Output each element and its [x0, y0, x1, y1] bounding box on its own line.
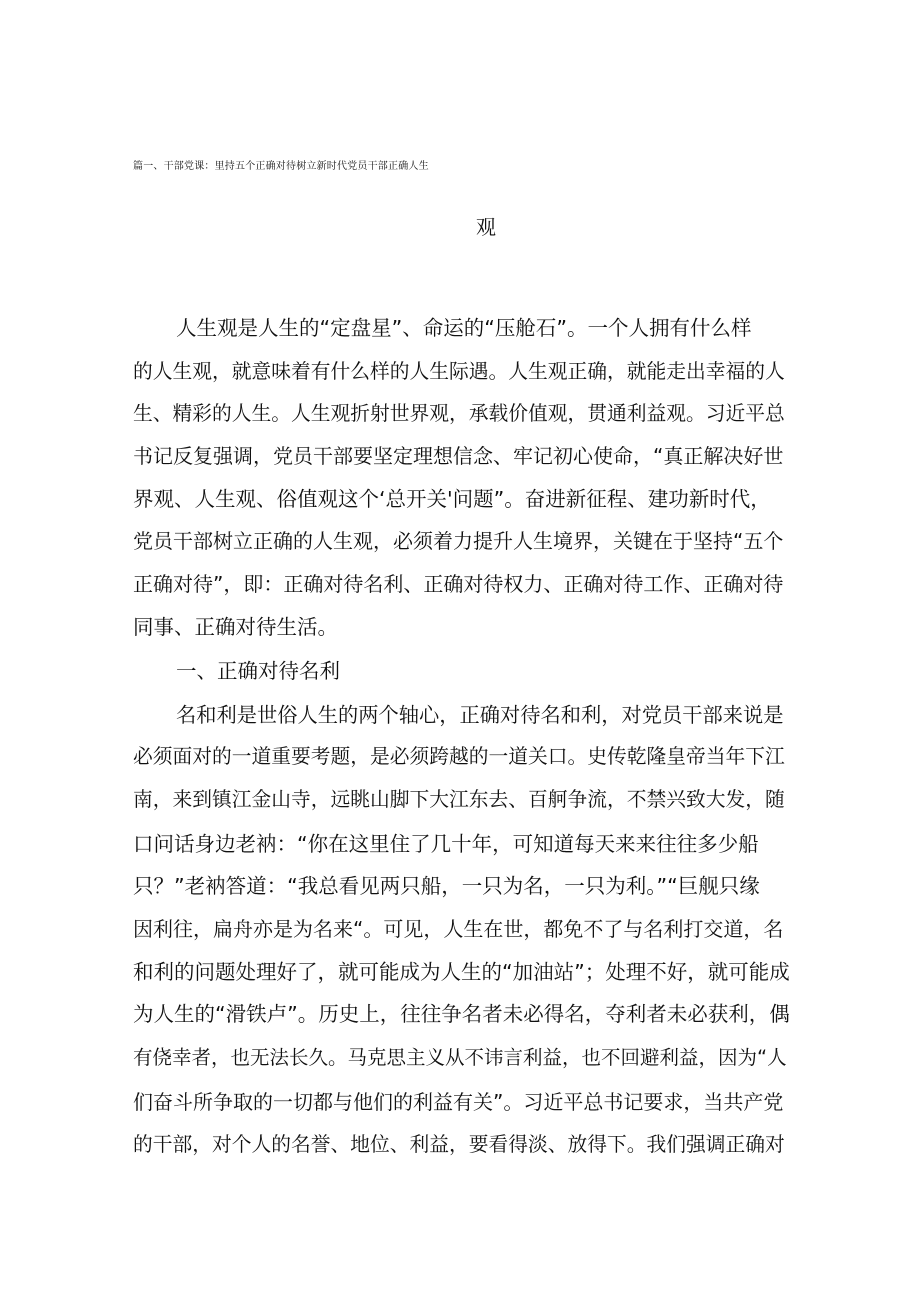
- paragraph-line: 和利的问题处理好了，就可能成为人生的“加油站”；处理不好，就可能成: [133, 960, 790, 984]
- paragraph-line: 的人生观，就意味着有什么样的人生际遇。人生观正确，就能走出幸福的人: [133, 360, 785, 383]
- paragraph-line: 为人生的“滑铁卢”。历史上，往往争名者未必得名，夺利者未必获利，偶: [133, 1002, 790, 1026]
- paragraph-line: 南，来到镇江金山寺，远眺山脚下大江东去、百舸争流，不禁兴致大发，随: [133, 788, 785, 811]
- paragraph-line: 党员干部树立正确的人生观，必须着力提升人生境界，关键在于坚持“五个: [133, 529, 784, 553]
- document-title-line-1: 篇一、干部党课：里持五个正确对待树立新时代党员干部正确人生: [133, 161, 429, 172]
- paragraph-line: 生、精彩的人生。人生观折射世界观，承载价值观，贯通利益观。习近平总: [133, 402, 785, 425]
- paragraph-line: 书记反复强调，党员干部要坚定理想信念、牢记初心使命，“真正解决好世: [133, 444, 784, 468]
- paragraph-line: 有侥幸者，也无法长久。马克思主义从不讳言利益，也不回避利益，因为“人: [133, 1046, 787, 1069]
- paragraph-line: 只？”老衲答道：“我总看见两只船，一只为名，一只为利。”“巨舰只缘: [133, 874, 760, 898]
- paragraph-line: 因利往，扁舟亦是为名来“。可见，人生在世，都免不了与名利打交道，名: [133, 917, 784, 941]
- paragraph-line: 必须面对的一道重要考题，是必须跨越的一道关口。史传乾隆皇帝当年下江: [133, 745, 785, 768]
- paragraph-line: 人生观是人生的“定盘星”、命运的“压舱石”。一个人拥有什么样: [176, 316, 752, 340]
- paragraph-line: 口问话身边老衲：“你在这里住了几十年，可知道每天来来往往多少船: [133, 832, 759, 856]
- paragraph-line: 正确对待”，即：正确对待名利、正确对待权力、正确对待工作、正确对待: [133, 572, 784, 596]
- paragraph-line: 的干部，对个人的名誉、地位、利益，要看得淡、放得下。我们强调正确对: [133, 1133, 785, 1156]
- document-title-line-2: 观: [476, 215, 496, 239]
- paragraph-line: 们奋斗所争取的一切都与他们的利益有关”。习近平总书记要求，当共产党: [133, 1090, 784, 1114]
- paragraph-line: 名和利是世俗人生的两个轴心，正确对待名和利，对党员干部来说是: [176, 703, 784, 727]
- section-heading: 一、正确对待名利: [176, 659, 340, 683]
- paragraph-line: 界观、人生观、俗值观这个‘总开关'问题”。奋进新征程、建功新时代，: [133, 487, 771, 511]
- paragraph-line: 同事、正确对待生活。: [133, 615, 338, 639]
